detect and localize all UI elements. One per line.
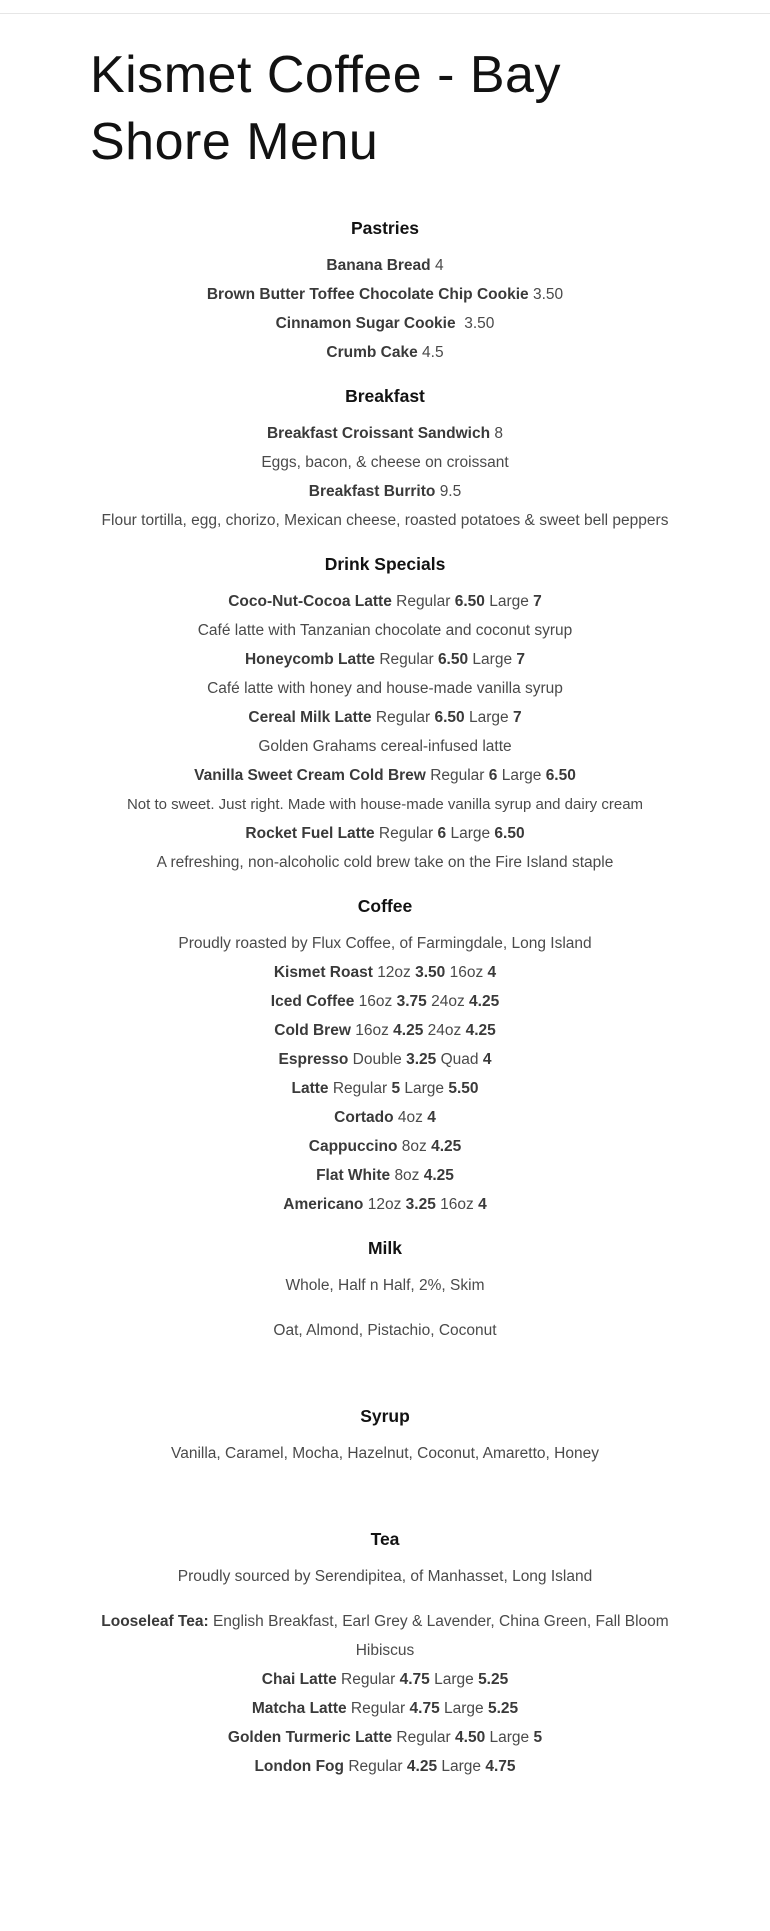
- size-label: Double: [352, 1051, 402, 1068]
- item-price: 4: [434, 257, 444, 274]
- size-label: 16oz: [358, 993, 393, 1010]
- section-heading: Milk: [367, 1238, 403, 1258]
- item-price: 3.50: [415, 964, 446, 981]
- section-pastries: [60, 213, 710, 367]
- item-name: Americano: [283, 1196, 364, 1213]
- size-label: 4oz: [397, 1109, 423, 1126]
- size-label: 8oz: [394, 1167, 420, 1184]
- size-label: Large: [468, 709, 509, 726]
- item-name: Coco-Nut-Cocoa Latte: [228, 593, 392, 610]
- looseleaf-tea: [60, 1607, 710, 1665]
- item-price: 4: [478, 1196, 487, 1213]
- item-price: 8: [494, 425, 504, 442]
- size-label: Regular: [332, 1080, 388, 1097]
- menu-item: [60, 587, 710, 616]
- item-name: Cold Brew: [274, 1022, 351, 1039]
- item-name: Kismet Roast: [273, 964, 373, 981]
- size-label: Large: [489, 593, 529, 610]
- item-price: 4: [487, 964, 497, 981]
- menu-item: [60, 987, 710, 1016]
- menu-item: [60, 419, 710, 448]
- section-tea: [60, 1524, 710, 1781]
- item-price: 6.50: [545, 767, 576, 784]
- milk-options: Oat, Almond, Pistachio, Coconut: [273, 1322, 497, 1339]
- section-intro: Proudly roasted by Flux Coffee, of Farmingdale, Long Island: [178, 935, 592, 952]
- item-price: 4.25: [469, 993, 500, 1010]
- menu-item: [60, 1723, 710, 1752]
- item-name: Golden Turmeric Latte: [227, 1729, 393, 1746]
- item-name: Cinnamon Sugar Cookie: [275, 315, 456, 332]
- size-label: Large: [489, 1729, 530, 1746]
- item-price: 4.50: [455, 1729, 486, 1746]
- section-heading: Breakfast: [345, 386, 425, 406]
- size-label: Large: [434, 1671, 474, 1688]
- item-price: 7: [516, 651, 526, 668]
- item-name: Brown Butter Toffee Chocolate Chip Cookie: [206, 286, 529, 303]
- size-label: 24oz: [427, 1022, 462, 1039]
- section-heading: Drink Specials: [324, 554, 446, 574]
- item-price: 3.50: [532, 286, 564, 303]
- item-description: Not to sweet. Just right. Made with house-made vanilla syrup and dairy cream: [126, 796, 644, 813]
- item-name: Iced Coffee: [270, 993, 355, 1010]
- item-name: Breakfast Croissant Sandwich: [266, 425, 491, 442]
- item-name: Cappuccino: [308, 1138, 398, 1155]
- size-label: Regular: [378, 825, 434, 842]
- item-price: 3.75: [396, 993, 427, 1010]
- menu-item: [60, 1190, 710, 1219]
- menu-item: [60, 703, 710, 732]
- size-label: 8oz: [401, 1138, 427, 1155]
- section-intro: Proudly sourced by Serendipitea, of Manhasset, Long Island: [177, 1568, 593, 1585]
- menu-item: [60, 761, 710, 790]
- item-price: 9.5: [439, 483, 462, 500]
- size-label: Regular: [375, 709, 431, 726]
- size-label: Large: [450, 825, 491, 842]
- item-description: Café latte with Tanzanian chocolate and coconut syrup: [197, 622, 573, 639]
- size-label: 12oz: [367, 1196, 402, 1213]
- menu-item: [60, 819, 710, 848]
- item-price: 3.50: [464, 315, 495, 332]
- item-price: 3.25: [405, 1196, 436, 1213]
- menu-item: [60, 1694, 710, 1723]
- section-heading: Coffee: [357, 896, 413, 916]
- section-heading: Pastries: [350, 218, 420, 238]
- item-name: Crumb Cake: [326, 344, 418, 361]
- item-name: Banana Bread: [326, 257, 431, 274]
- item-price: 6: [488, 767, 498, 784]
- item-description: Eggs, bacon, & cheese on croissant: [261, 454, 509, 471]
- size-label: Large: [501, 767, 542, 784]
- page-title: Kismet Coffee - Bay Shore Menu: [90, 46, 561, 171]
- item-price: 3.25: [406, 1051, 437, 1068]
- item-price: 4.25: [465, 1022, 496, 1039]
- item-price: 4.25: [393, 1022, 424, 1039]
- syrup-options: Vanilla, Caramel, Mocha, Hazelnut, Coconut, Amaretto, Honey: [171, 1445, 599, 1462]
- menu-item: [60, 338, 710, 367]
- item-name: London Fog: [254, 1758, 344, 1775]
- size-label: Large: [404, 1080, 445, 1097]
- menu: [60, 213, 710, 1781]
- item-name: Honeycomb Latte: [244, 651, 376, 668]
- section-heading: Tea: [370, 1529, 400, 1549]
- size-label: Regular: [379, 651, 434, 668]
- section-heading: Syrup: [360, 1406, 410, 1426]
- item-price: 5.25: [487, 1700, 519, 1717]
- size-label: 16oz: [449, 964, 484, 981]
- item-name: Flat White: [316, 1167, 391, 1184]
- section-drink-specials: [60, 549, 710, 877]
- size-label: Regular: [396, 593, 451, 610]
- item-price: 5: [391, 1080, 401, 1097]
- item-description: Café latte with honey and house-made vanilla syrup: [207, 680, 563, 697]
- size-label: Regular: [396, 1729, 451, 1746]
- item-price: 4: [427, 1109, 436, 1126]
- menu-item: [60, 477, 710, 506]
- item-name: Matcha Latte: [251, 1700, 347, 1717]
- menu-item: [60, 645, 710, 674]
- section-coffee: [60, 891, 710, 1219]
- size-label: Regular: [430, 767, 485, 784]
- menu-item: [60, 1103, 710, 1132]
- item-price: 4: [482, 1051, 492, 1068]
- menu-item: [60, 958, 710, 987]
- size-label: 12oz: [377, 964, 411, 981]
- item-price: 6.50: [454, 593, 485, 610]
- size-label: 16oz: [355, 1022, 389, 1039]
- item-price: 7: [533, 593, 542, 610]
- item-price: 7: [512, 709, 522, 726]
- item-name: Breakfast Burrito: [308, 483, 436, 500]
- milk-options: Whole, Half n Half, 2%, Skim: [285, 1277, 485, 1294]
- item-description: Golden Grahams cereal-infused latte: [258, 738, 512, 755]
- item-price: 4.25: [431, 1138, 462, 1155]
- item-price: 6.50: [434, 709, 465, 726]
- item-price: 5.25: [478, 1671, 509, 1688]
- size-label: Large: [441, 1758, 482, 1775]
- item-price: 4.25: [423, 1167, 454, 1184]
- size-label: Large: [444, 1700, 484, 1717]
- item-price: 5: [533, 1729, 543, 1746]
- item-price: 4.75: [409, 1700, 440, 1717]
- item-description: Flour tortilla, egg, chorizo, Mexican cheese, roasted potatoes & sweet bell peppers: [101, 512, 669, 529]
- menu-item: [60, 1752, 710, 1781]
- item-description: A refreshing, non-alcoholic cold brew take on the Fire Island staple: [156, 854, 614, 871]
- menu-item: [60, 309, 710, 338]
- item-price: 5.50: [448, 1080, 479, 1097]
- section-breakfast: [60, 381, 710, 535]
- item-name: Chai Latte: [261, 1671, 337, 1688]
- menu-item: [60, 1132, 710, 1161]
- size-label: Regular: [348, 1758, 403, 1775]
- header-bar: [0, 0, 770, 14]
- item-price: 6.50: [437, 651, 469, 668]
- looseleaf-list: English Breakfast, Earl Grey & Lavender, China Green, Fall Bloom Hibiscus: [212, 1613, 669, 1659]
- item-name: Espresso: [278, 1051, 349, 1068]
- menu-item: [60, 1161, 710, 1190]
- menu-item: [60, 1665, 710, 1694]
- section-syrup: [60, 1401, 710, 1468]
- item-price: 4.5: [422, 344, 444, 361]
- item-name: Cereal Milk Latte: [248, 709, 372, 726]
- size-label: Regular: [350, 1700, 406, 1717]
- item-name: Vanilla Sweet Cream Cold Brew: [194, 767, 426, 784]
- item-price: 4.75: [399, 1671, 430, 1688]
- size-label: Regular: [341, 1671, 396, 1688]
- item-price: 6.50: [494, 825, 525, 842]
- item-price: 4.75: [485, 1758, 516, 1775]
- item-price: 6: [437, 825, 447, 842]
- menu-item: [60, 1045, 710, 1074]
- menu-item: [60, 1074, 710, 1103]
- size-label: Large: [472, 651, 513, 668]
- menu-item: [60, 251, 710, 280]
- size-label: 16oz: [440, 1196, 474, 1213]
- section-milk: [60, 1233, 710, 1345]
- menu-item: [60, 280, 710, 309]
- item-name: Latte: [291, 1080, 329, 1097]
- menu-item: [60, 1016, 710, 1045]
- size-label: 24oz: [431, 993, 465, 1010]
- size-label: Quad: [440, 1051, 479, 1068]
- item-name: Rocket Fuel Latte: [245, 825, 375, 842]
- item-name: Cortado: [334, 1109, 394, 1126]
- looseleaf-label: Looseleaf Tea:: [101, 1613, 209, 1630]
- item-price: 4.25: [406, 1758, 438, 1775]
